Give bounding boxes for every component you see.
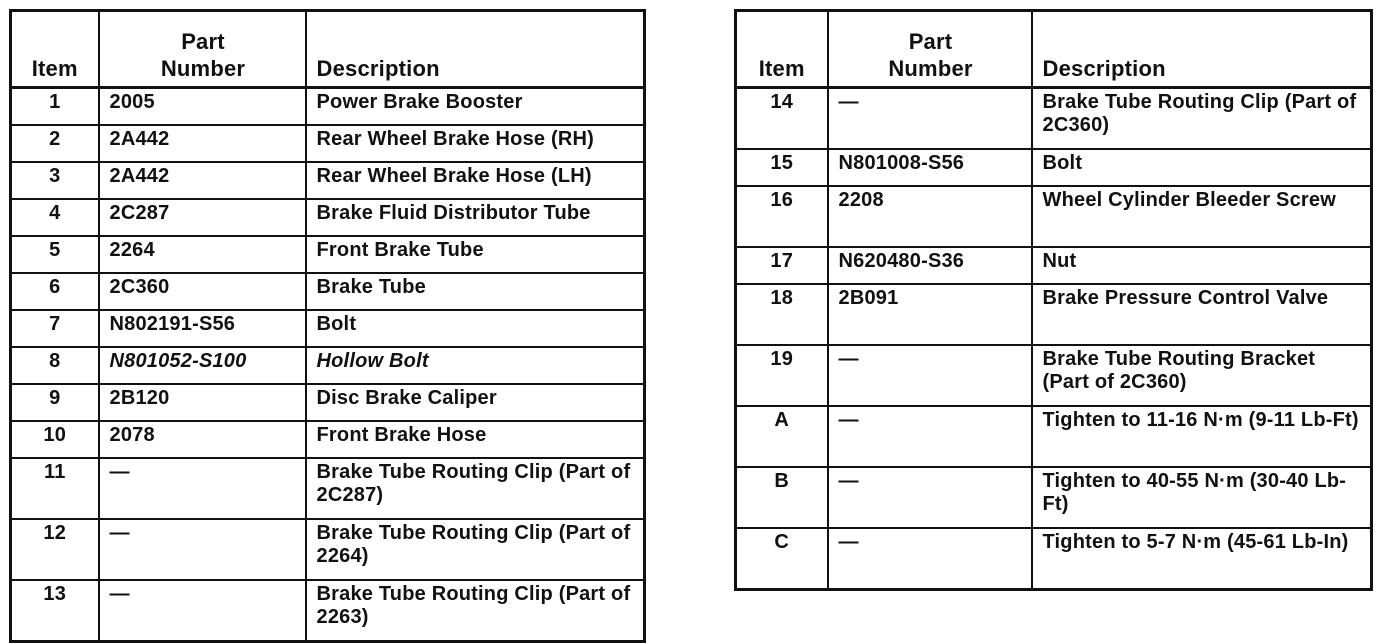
part-number-cell: 2208: [828, 186, 1032, 247]
table-row: [736, 345, 1372, 406]
left-parts-table: [9, 9, 646, 643]
header-row: [736, 11, 1372, 88]
item-cell: 14: [736, 88, 828, 150]
table-row: [11, 199, 645, 236]
item-cell: 15: [736, 149, 828, 186]
description-cell: Nut: [1032, 247, 1372, 284]
item-cell: 1: [11, 88, 99, 126]
item-cell: 17: [736, 247, 828, 284]
description-cell: Wheel Cylinder Bleeder Screw: [1032, 186, 1372, 247]
description-cell: Brake Tube Routing Clip (Part of 2C360): [1032, 88, 1372, 150]
description-cell: Tighten to 11-16 N·m (9-11 Lb-Ft): [1032, 406, 1372, 467]
part-number-cell: —: [99, 458, 306, 519]
header-row: [11, 11, 645, 88]
header-part-line1: Part: [181, 29, 225, 54]
item-cell: 16: [736, 186, 828, 247]
description-cell: Brake Pressure Control Valve: [1032, 284, 1372, 345]
table-row: [11, 458, 645, 519]
part-number-cell: —: [828, 467, 1032, 528]
table-row: [11, 125, 645, 162]
description-cell: Bolt: [306, 310, 645, 347]
table-row: [11, 421, 645, 458]
item-cell: 13: [11, 580, 99, 642]
item-cell: A: [736, 406, 828, 467]
part-number-cell: 2078: [99, 421, 306, 458]
description-cell: Tighten to 40-55 N·m (30-40 Lb-Ft): [1032, 467, 1372, 528]
header-item: Item: [736, 11, 828, 88]
part-number-cell: 2005: [99, 88, 306, 126]
part-number-cell: 2B120: [99, 384, 306, 421]
part-number-cell: 2C287: [99, 199, 306, 236]
table-row: [11, 88, 645, 126]
table-row: [736, 149, 1372, 186]
table-row: [11, 236, 645, 273]
description-cell: Front Brake Tube: [306, 236, 645, 273]
description-cell: Rear Wheel Brake Hose (LH): [306, 162, 645, 199]
item-cell: 3: [11, 162, 99, 199]
table-row: [736, 186, 1372, 247]
table-row: [736, 467, 1372, 528]
part-number-cell: 2C360: [99, 273, 306, 310]
header-description: Description: [306, 11, 645, 88]
description-cell: Brake Tube Routing Clip (Part of 2C287): [306, 458, 645, 519]
table-row: [11, 519, 645, 580]
part-number-cell: 2A442: [99, 125, 306, 162]
table-row: [736, 284, 1372, 345]
header-part-line2: Number: [888, 56, 973, 81]
part-number-cell: N802191-S56: [99, 310, 306, 347]
item-cell: C: [736, 528, 828, 590]
right-parts-table: [734, 9, 1373, 591]
item-cell: 6: [11, 273, 99, 310]
item-cell: 10: [11, 421, 99, 458]
part-number-cell: N801052-S100: [99, 347, 306, 384]
table-row: [11, 384, 645, 421]
table-row: [736, 406, 1372, 467]
item-cell: 2: [11, 125, 99, 162]
item-cell: 9: [11, 384, 99, 421]
description-cell: Brake Tube: [306, 273, 645, 310]
table-row: [736, 528, 1372, 590]
description-cell: Brake Fluid Distributor Tube: [306, 199, 645, 236]
part-number-cell: —: [828, 88, 1032, 150]
header-part-number: [99, 11, 306, 88]
table-row: [736, 247, 1372, 284]
item-cell: B: [736, 467, 828, 528]
part-number-cell: N620480-S36: [828, 247, 1032, 284]
table-row: [11, 310, 645, 347]
table-row: [11, 162, 645, 199]
header-part-line1: Part: [908, 29, 953, 54]
table-row: [11, 580, 645, 642]
description-cell: Bolt: [1032, 149, 1372, 186]
part-number-cell: —: [828, 528, 1032, 590]
table-row: [11, 347, 645, 384]
header-item: Item: [11, 11, 99, 88]
description-cell: Tighten to 5-7 N·m (45-61 Lb-In): [1032, 528, 1372, 590]
description-cell: Rear Wheel Brake Hose (RH): [306, 125, 645, 162]
description-cell: Brake Tube Routing Bracket (Part of 2C360): [1032, 345, 1372, 406]
item-cell: 12: [11, 519, 99, 580]
part-number-cell: —: [828, 406, 1032, 467]
item-cell: 11: [11, 458, 99, 519]
item-cell: 7: [11, 310, 99, 347]
item-cell: 4: [11, 199, 99, 236]
description-cell: Brake Tube Routing Clip (Part of 2263): [306, 580, 645, 642]
header-description: Description: [1032, 11, 1372, 88]
item-cell: 18: [736, 284, 828, 345]
header-part-number: [828, 11, 1032, 88]
part-number-cell: —: [828, 345, 1032, 406]
part-number-cell: —: [99, 580, 306, 642]
description-cell: Disc Brake Caliper: [306, 384, 645, 421]
table-row: [736, 88, 1372, 150]
item-cell: 8: [11, 347, 99, 384]
part-number-cell: 2B091: [828, 284, 1032, 345]
table-row: [11, 273, 645, 310]
description-cell: Power Brake Booster: [306, 88, 645, 126]
part-number-cell: N801008-S56: [828, 149, 1032, 186]
header-part-line2: Number: [160, 56, 246, 81]
item-cell: 5: [11, 236, 99, 273]
description-cell: Brake Tube Routing Clip (Part of 2264): [306, 519, 645, 580]
part-number-cell: —: [99, 519, 306, 580]
description-cell: Front Brake Hose: [306, 421, 645, 458]
part-number-cell: 2264: [99, 236, 306, 273]
description-cell: Hollow Bolt: [306, 347, 645, 384]
item-cell: 19: [736, 345, 828, 406]
part-number-cell: 2A442: [99, 162, 306, 199]
